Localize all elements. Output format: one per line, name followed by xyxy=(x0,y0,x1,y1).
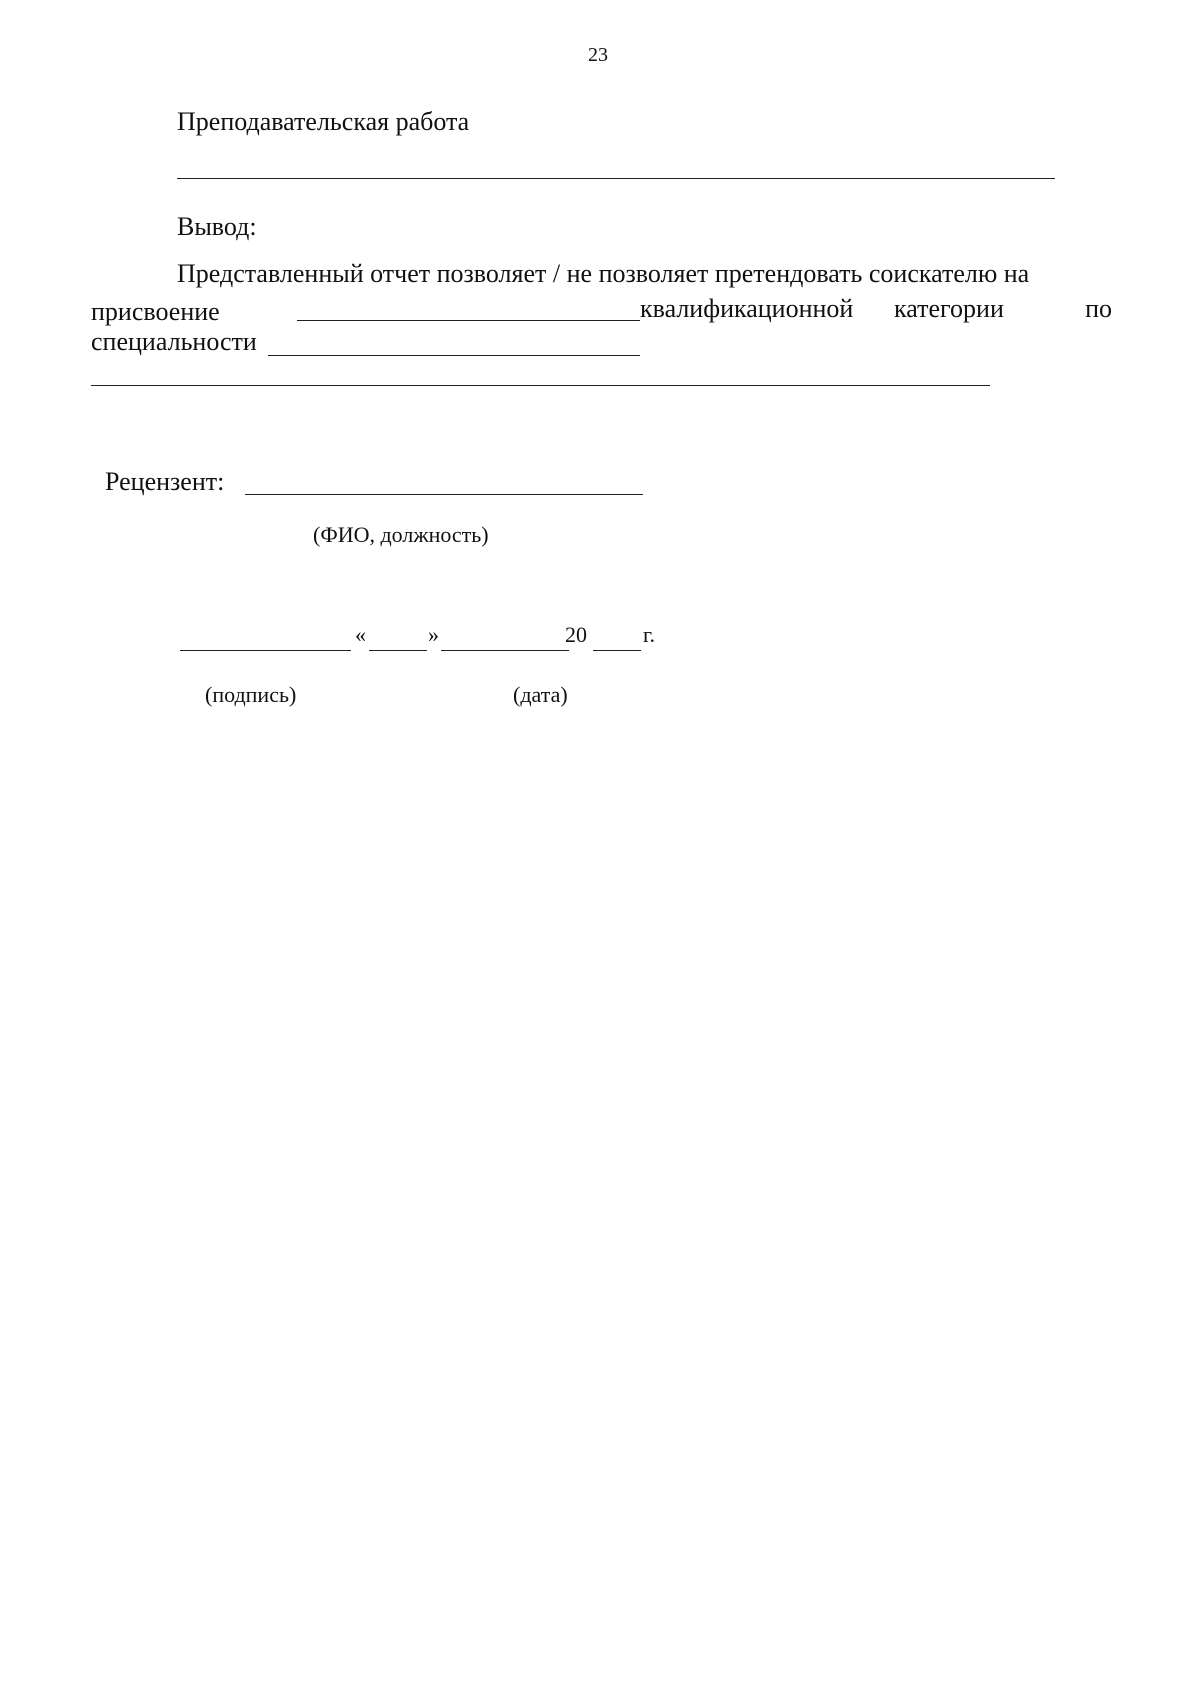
qualification-word: квалификационной xyxy=(640,294,854,323)
specialty-continuation-line[interactable] xyxy=(91,385,990,386)
conclusion-text-line1: Представленный отчет позволяет / не позволяет претендовать соискателю на xyxy=(177,259,1030,288)
date-year-prefix: 20 xyxy=(565,622,587,647)
section-title: Преподавательская работа xyxy=(177,107,470,136)
date-close-quote: » xyxy=(428,622,439,647)
reviewer-blank-line[interactable] xyxy=(245,494,643,495)
date-caption: (дата) xyxy=(513,682,568,707)
signature-caption: (подпись) xyxy=(205,682,297,707)
date-day-blank-line[interactable] xyxy=(369,650,427,651)
specialty-label: специальности xyxy=(91,327,257,356)
category-word: категории xyxy=(894,294,1004,323)
reviewer-label: Рецензент: xyxy=(105,467,225,496)
page-number: 23 xyxy=(588,44,608,66)
by-word: по xyxy=(1085,294,1112,323)
assign-word: присвоение xyxy=(91,297,220,326)
reviewer-caption: (ФИО, должность) xyxy=(313,522,489,547)
specialty-blank-line[interactable] xyxy=(268,355,640,356)
date-year-blank-line[interactable] xyxy=(593,650,641,651)
conclusion-heading: Вывод: xyxy=(177,212,257,241)
signature-blank-line[interactable] xyxy=(180,650,351,651)
section-answer-line[interactable] xyxy=(177,178,1055,179)
date-month-blank-line[interactable] xyxy=(441,650,569,651)
date-year-suffix: г. xyxy=(643,622,656,647)
date-open-quote: « xyxy=(355,622,366,647)
category-blank-line[interactable] xyxy=(297,320,640,321)
